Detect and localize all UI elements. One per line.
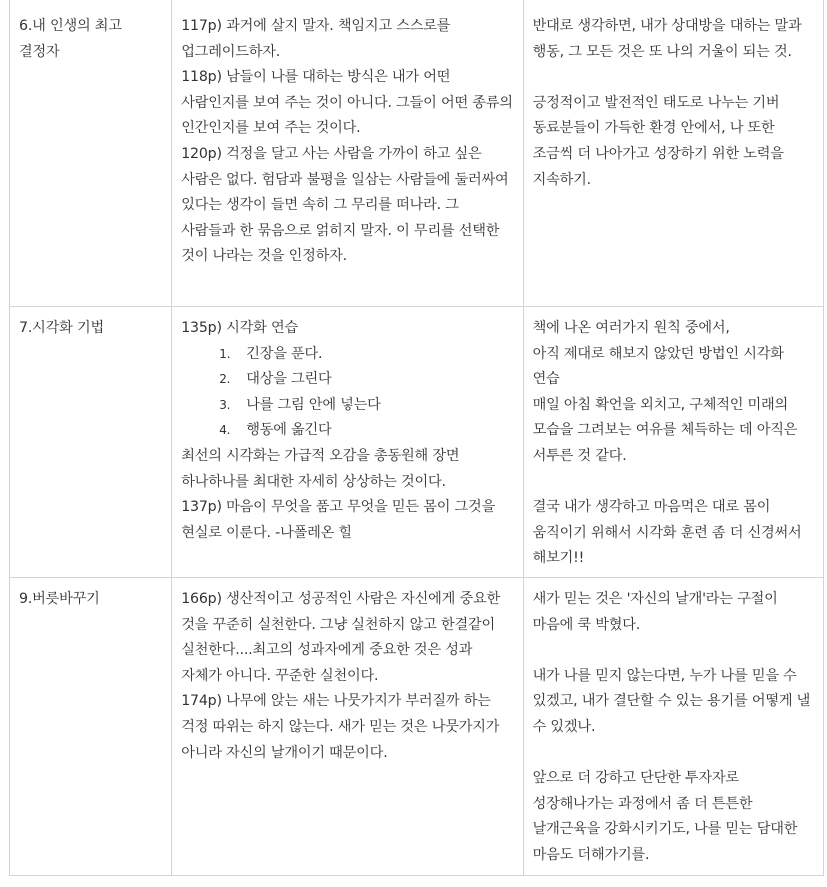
- list-item: 3. 나를 그림 안에 넣는다: [181, 393, 513, 419]
- steps-list: [181, 342, 513, 444]
- quote-line: 117p) 과거에 살지 말자. 책임지고 스스로를 업그레이드하자.: [181, 18, 451, 60]
- quote-line: 166p) 생산적이고 성공적인 사람은 자신에게 중요한 것을 꾸준히 실천한다. 그냥 실천하지 않고 한결같이 실천한다....최고의 성과자에게 중요한 것은 성과 자체가 아니다. 꾸준한 실천이다.: [181, 591, 500, 684]
- list-number: 3.: [219, 397, 231, 412]
- reflection-line: 반대로 생각하면, 내가 상대방을 대하는 말과 행동, 그 모든 것은 또 나의 거울이 되는 것.: [532, 18, 802, 60]
- list-number: 1.: [219, 346, 231, 361]
- list-item: 4. 행동에 옮긴다: [181, 418, 513, 444]
- reading-notes-table: [9, 0, 824, 876]
- reflection-line: [533, 741, 814, 767]
- reflection-line: 긍정적이고 발전적인 태도로 나누는 기버 동료분들이 가득한 환경 안에서, 나 또한 조금씩 더 나아가고 성장하기 위한 노력을 지속하기.: [532, 94, 784, 188]
- quote-line: 120p) 걱정을 달고 사는 사람을 가까이 하고 싶은 사람은 없다. 험담과 불평을 일삼는 사람들에 둘러싸여 있다는 생각이 들면 속히 그 무리를 떠나라. 그 사람들과 한 묶음으로 얽히지 말자. 이 무리를 선택한 것이 나라는 것을 인정하자.: [181, 145, 509, 265]
- reflection-line: 새가 믿는 것은 '자신의 날개'라는 구절이 마음에 쿡 박혔다.: [532, 591, 778, 633]
- list-number: 4.: [219, 423, 231, 438]
- chapter-title-cell: [10, 307, 172, 578]
- reflection-line: 아직 제대로 해보지 않았던 방법인 시각화 연습: [532, 345, 784, 388]
- chapter-title: 9.버릇바꾸기: [19, 591, 100, 607]
- reflection-line: [533, 65, 814, 91]
- quote-line: 174p) 나무에 앉는 새는 나뭇가지가 부러질까 하는 걱정 따위는 하지 않는다. 새가 믿는 것은 나뭇가지가 아니라 자신의 날개이기 때문이다.: [181, 693, 500, 761]
- quote-cell: [172, 307, 523, 578]
- table-row: [10, 0, 824, 307]
- reflection-line: 매일 아침 확언을 외치고, 구체적인 미래의 모습을 그려보는 여유를 체득하는 데 아직은 서투른 것 같다.: [532, 396, 798, 464]
- table-row: [10, 578, 824, 876]
- reflection-line: 내가 나를 믿지 않는다면, 누가 나를 믿을 수 있겠고, 내가 결단할 수 있는 용기를 어떻게 낼 수 있겠나.: [532, 667, 811, 735]
- chapter-title-cell: [10, 578, 172, 876]
- list-item: 1. 긴장을 푼다.: [181, 342, 513, 368]
- reflection-line: [533, 470, 814, 496]
- chapter-title: 7.시각화 기법: [19, 320, 104, 336]
- chapter-title-cell: [10, 0, 172, 307]
- quote-line: 최선의 시각화는 가급적 오감을 총동원해 장면 하나하나를 최대한 자세히 상상하는 것이다.: [181, 447, 460, 490]
- quote-line: 118p) 남들이 나를 대하는 방식은 내가 어떤 사람인지를 보여 주는 것이 아니다. 그들이 어떤 종류의 인간인지를 보여 주는 것이다.: [181, 69, 513, 137]
- list-item: 2. 대상을 그린다: [181, 367, 513, 393]
- list-number: 2.: [219, 372, 231, 387]
- chapter-title: 6.내 인생의 최고 결정자: [19, 18, 122, 60]
- reflection-line: 결국 내가 생각하고 마음먹은 대로 몸이 움직이기 위해서 시각화 훈련 좀 더 신경써서 해보기!!: [532, 499, 802, 567]
- quote-cell: [172, 578, 523, 876]
- quote-cell: [172, 0, 523, 307]
- quote-line: 137p) 마음이 무엇을 품고 무엇을 믿든 몸이 그것을 현실로 이룬다. -나폴레온 힐: [181, 499, 496, 541]
- reflection-line: 앞으로 더 강하고 단단한 투자자로 성장해나가는 과정에서 좀 더 튼튼한 날개근육을 강화시키기도, 나를 믿는 담대한 마음도 더해가기를.: [532, 770, 798, 863]
- quote-line: 135p) 시각화 연습: [181, 320, 298, 336]
- reflection-cell: [523, 0, 823, 307]
- reflection-cell: [523, 578, 823, 876]
- table-row: [10, 307, 824, 578]
- reflection-line: 책에 나온 여러가지 원칙 중에서,: [532, 320, 730, 336]
- reflection-line: [533, 638, 814, 664]
- reflection-cell: [523, 307, 823, 578]
